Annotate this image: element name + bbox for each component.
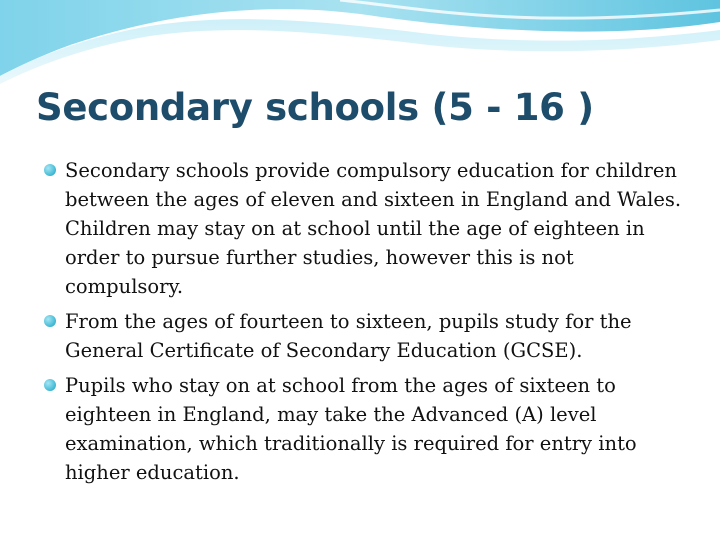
bullet-text: Pupils who stay on at school from the ages of sixteen to eighteen in England, may take the Advanced (A) level examination, which traditionally is required for entry into higher education. [65,374,637,484]
wave-decoration [0,0,720,90]
bullet-icon [44,379,56,391]
bullet-text: From the ages of fourteen to sixteen, pupils study for the General Certificate of Secondary Education (GCSE). [65,310,632,362]
list-item [44,307,684,365]
bullet-icon [44,315,56,327]
bullet-text: Secondary schools provide compulsory education for children between the ages of eleven and sixteen in England and Wales. Children may stay on at school until the age of eighteen in order to pursue further studies, however this is not compulsory. [65,159,682,298]
bullet-list [44,156,684,487]
slide-title: Secondary schools (5 - 16 ) [36,86,594,129]
bullet-icon [44,164,56,176]
list-item [44,156,684,301]
list-item [44,371,684,487]
